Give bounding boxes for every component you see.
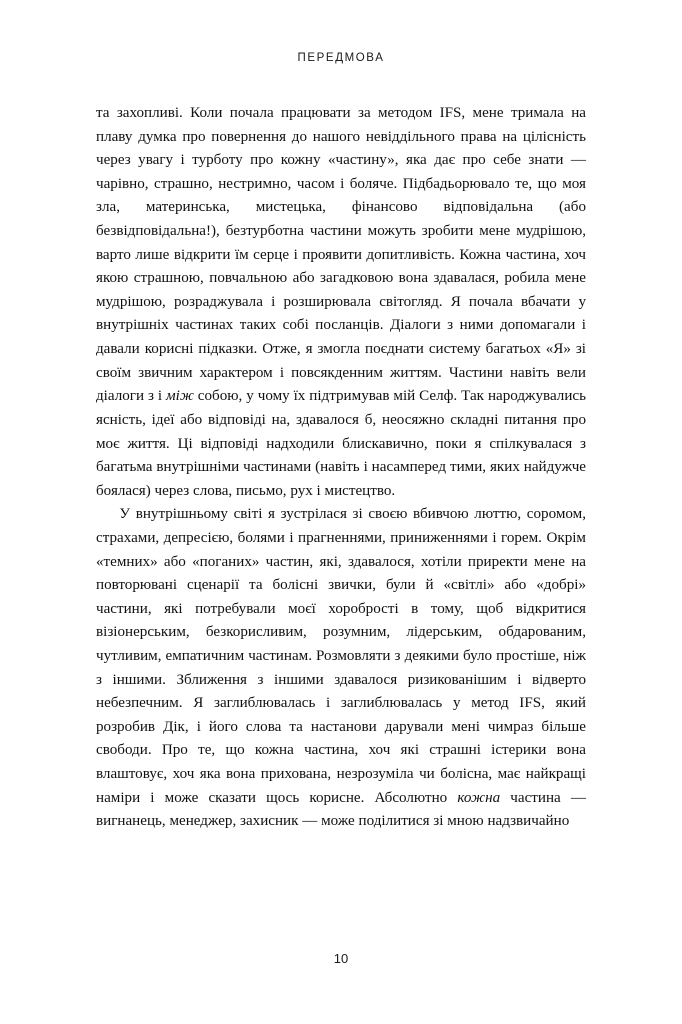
- running-head: ПЕРЕДМОВА: [297, 52, 385, 64]
- paragraph: У внутрішньому світі я зустрілася зі своєю вбивчою люттю, соромом, страхами, депресією, болями і прагненнями, приниженнями і горем. Окрім «темних» або «поганих» частин, які, здавалося, хотіли приректи мене на повторювані сценарії та болісні звички, були й «світлі» або «добрі» частини, які потребували моєї хоробрості в тому, щоб відкритися візіонерським, безкорисливим, розумним, лідерським, обдарованим, чутливим, емпатичним частинам. Розмовляти з деякими було простіше, ніж з іншими. Зближення з іншими здавалося ризикованішим і відверто небезпечним. Я заглиблювалась і заглиблювалась у метод IFS, який розробив Дік, і його слова та настанови дарували мені чимраз більше свободи. Про те, що кожна частина, хоч які страшні істерики вона влаштовує, хоч яка вона прихована, незрозуміла чи болісна, має найкращі наміри і може сказати щось корисне. Абсолютно кожна частина — вигнанець, менеджер, захисник — може поділитися зі мною надзвичайно: [96, 506, 586, 830]
- page-number: 10: [333, 951, 349, 966]
- body-text: [96, 102, 586, 834]
- paragraph: та захопливі. Коли почала працювати за методом IFS, мене тримала на плаву думка про повернення до нашого невіддільного права на цілісність через увагу і турботу про кожну «частину», яка дає про себе знати — чарівно, страшно, нестримно, часом і боляче. Підбадьорювало те, що моя зла, материнська, мистецька, фінансово відповідальна (або безвідповідальна!), безтурботна частини можуть зробити мене мудрішою, варто лише відкрити їм серце і проявити допитливість. Кожна частина, хоч якою страшною, повчальною або загадковою вона здавалася, робила мене мудрішою, розраджувала і розширювала світогляд. Я почала вбачати у внутрішніх частинах таких собі посланців. Діалоги з ними допомагали і давали корисні підказки. Отже, я змогла поєднати систему багатьох «Я» зі своїм звичним характером і повсякденним життям. Частини навіть вели діалоги з і між собою, у чому їх підтримував мій Селф. Так народжувались ясність, ідеї або відповіді на, здавалося б, неосяжно складні питання про моє життя. Ці відповіді надходили блискавично, поки я спілкувалася з багатьма внутрішніми частинами (навіть і насамперед тими, яких найдужче боялася) через слова, письмо, рух і мистецтво.: [96, 105, 586, 499]
